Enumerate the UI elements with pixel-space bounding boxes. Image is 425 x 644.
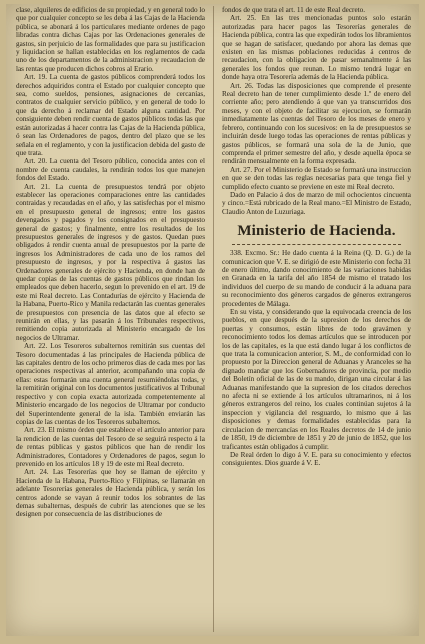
paragraph: Art. 26. Todas las disposiciones que comprende el presente Real decreto han de tener cumplimiento desde 1.º de enero del corriente año; pero atendiendo á que van ya transcurridos dos meses, y con el objeto de facilitar su ejecucion, se formarán inmediatamente las cuentas del Tesoro de los meses de enero y febrero, continuando con los sucesivos: en la de presupuestos se incluirán desde luego todas las operaciones de rentas públicas y gastos públicos, se formará una sola de la de Junio, que comprenda el primer semestre del año, y desde aquella época se rendirán mensualmente en la forma expresada. <box>222 81 411 166</box>
column-divider <box>213 6 214 632</box>
paragraph: Art. 22. Los Tesoreros subalternos remitirán sus cuentas del Tesoro documentadas á las principales de Hacienda pública de las capitales dentro de los ocho primeros dias de cada mes por las operaciones respectivas al anterior, acompañando una copia de ellas: estas formarán una cuenta general resumiéndolas todas, y la remitirán original con los documentos justificativos al Tribunal respectivo y con copia exacta autorizada competentemente al Ministerio encargado de los negocios de Ultramar por conducto del Superintendente general de la isla. También enviarán las copias de las cuentas de los Tesoreros subalternos. <box>16 342 205 426</box>
left-column <box>16 6 205 632</box>
paragraph: fondos de que trata el art. 11 de este Real decreto. <box>222 6 366 14</box>
paragraph: Art. 23. El mismo órden que establece el artículo anterior para la rendicion de las cuentas del Tesoro de se seguirá respecto á la de rentas públicas y gastos públicos que han de rendir los Administradores, Contadores y Ordenadores de pagos, segun lo prevenido en los artículos 18 y 19 de este mi Real decreto. <box>16 426 205 468</box>
signature-paragraph: Dado en Palacio á dos de marzo de mil ochocientos cincuenta y cinco.=Está rubricado de la Real mano.=El Ministro de Estado, Claudio Anton de Luzuriaga. <box>222 190 411 216</box>
paragraph: clase, alquileres de edificios de su propiedad, y en general todo lo que por cualquier concepto se les deba á las Cajas de la Hacienda pública, se abonará á los particulares mediante ordenes de pago libradas contra dichas Cajas por las Ordenaciones generales de gastos, sin perjuicio de las formalidades que para su justificacion y liquidacion se hallan establecidas en los reglamentos de cada uno de los departamentos de la administracion y recaudacion de las rentas que producen dichos cobros al Erario. <box>16 6 205 73</box>
paragraph: Art. 20. La cuenta del Tesoro público, conocida antes con el nombre de cuenta caudales, la rendirán todos los que manejen fondos del Estado. <box>16 157 205 183</box>
paragraph: Art. 24. Las Tesorerías que hoy se llaman de ejército y Hacienda de la Habana, Puerto-Rico y Filipinas, se llamarán en adelante Tesorerías generales de Hacienda pública, y serán los centros adonde se vayan á reunir todos los sobrantes de las demas subalternas, después de cubrir las atenciones que se les designen por consecuencia de las distribuciones de <box>16 468 205 519</box>
text-columns <box>16 6 411 632</box>
section-rule <box>232 244 401 245</box>
paragraph: Art. 25. En las tres mencionadas puntos solo estarán autorizadas para hacer pagos las Tesorerías generales de Hacienda pública, contra las que expedirán todos los libramientos que se hagan de satisfacer, quedando por ahora las demas que existen en las mismas poblaciones reducidas á centros de recaudacion, con la obligacion de pasar semanalmente á las generales los fondos que reunan. Lo mismo tendrá lugar en donde haya otra Tesorería además de la Hacienda pública. <box>222 14 411 82</box>
paragraph: Art. 21. La cuenta de presupuestos tendrá por objeto establecer las operaciones comparaciones entre las cantidades contraidas y recaudadas en el año, y las satisfechas por el mismo en el presupuesto general de ingresos; entre los gastos devengados y pagados y los consignados en el presupuesto general de gastos; y finalmente, entre los resultados de los presupuestos generales de ingresos y de gastos. Quedan pues obligados á rendir cuenta anual de presupuestos por la parte de ingresos los Administradores de cada uno de los ramos del presupuesto de ingresos, y por la respectiva á gastos las Ordenadores generales de ejército y Hacienda, en donde han de quedar copias de las cuentas de gastos públicos que rindan los empleados que deben hacerlo, segun lo prevenido en el art. 19 de este mi Real decreto. Las Contadurías de ejército y Hacienda de la Habana, Puerto-Rico y Manila redactarán las cuentas generales de presupuestos con presencia de las datos que al efecto se reunirán en ellas, y las pasarán á los Tribunales respectivos, remitiendo copia autorizada al Ministerio encargado de los negocios de Ultramar. <box>16 182 205 342</box>
section-heading: Ministerio de Hacienda. <box>237 223 396 240</box>
paragraph: Art. 27. Por el Ministerio de Estado se formará una instruccion en que se den todas las reglas necesarias para que tenga fiel y cumplido efecto cuanto se previene en este mi Real decreto. <box>222 165 411 191</box>
newspaper-page <box>6 4 419 636</box>
paragraph: En su vista, y considerando que la equivocada creencia de los pueblos, en que después de la supresion de los derechos de puertas y consumos, están libres de todo gravámen y reconocimiento todos los demas artículos que se introducen por los de las capitales, es la que está dando lugar á los conflictos de que trata la comunicacion anterior, S. M., de conformidad con lo propuesto por la Direccion general de Aduanas y Aranceles se ha dignado mandar que los Gobernadores de provincia, por medio del Boletín oficial de las de su mando, dirigan una circular á las Aduanas manifestando que la supresion de los citados derechos no afecta ni se extiende á los artículos ultramarinos, ni á los géneros extrangeros del reino, los cuales continúan sujetos á la inspeccion y vigilancia del resguardo, lo mismo que á las disposiciones y demas formalidades establecidas para la circulacion de mercancías en los Reales decretos de 14 de junio de 1850, 19 de diciembre de 1851 y 20 de junio de 1852, que los traficantes están obligados á cumplir. <box>222 308 411 451</box>
paragraph: Art. 19. La cuenta de gastos públicos comprenderá todos los derechos adquiridos contra el Estado por cualquier concepto que sea, como sueldos, pensiones, asignaciones de cercanías, contratos de cualquier servicio público, y en general de todo lo que da derecho á reclamar del Estado alguna cantidad. Por consiguiente deben rendir cuenta de gastos públicos todas las que están autorizadas á hacer contra las Cajas de la Hacienda pública, ó sean las Ordenadores de pagos, dentro del plazo que se les señala en el reglamento, y con la justificacion debida del gasto de que trata. <box>16 73 205 157</box>
right-column <box>222 6 411 632</box>
paragraph: De Real órden lo digo á V. E. para su conocimiento y efectos consiguientes. Dios guarde á V. E. <box>222 450 411 468</box>
paragraph: 338. Excmo. Sr.: He dado cuenta á la Reina (Q. D. G.) de la comunicacion que V. E. se dirigió de este Ministerio con fecha 31 de enero último, dando conocimiento de las variaciones habidas en Granada en la tarifa del año 1854 de mismo el tratado los individuos del cuerpo de su mando de conducir á la aduana para su reconocimiento dos géneros cargados de géneros extrangeros procedentes de Málaga. <box>222 249 411 308</box>
